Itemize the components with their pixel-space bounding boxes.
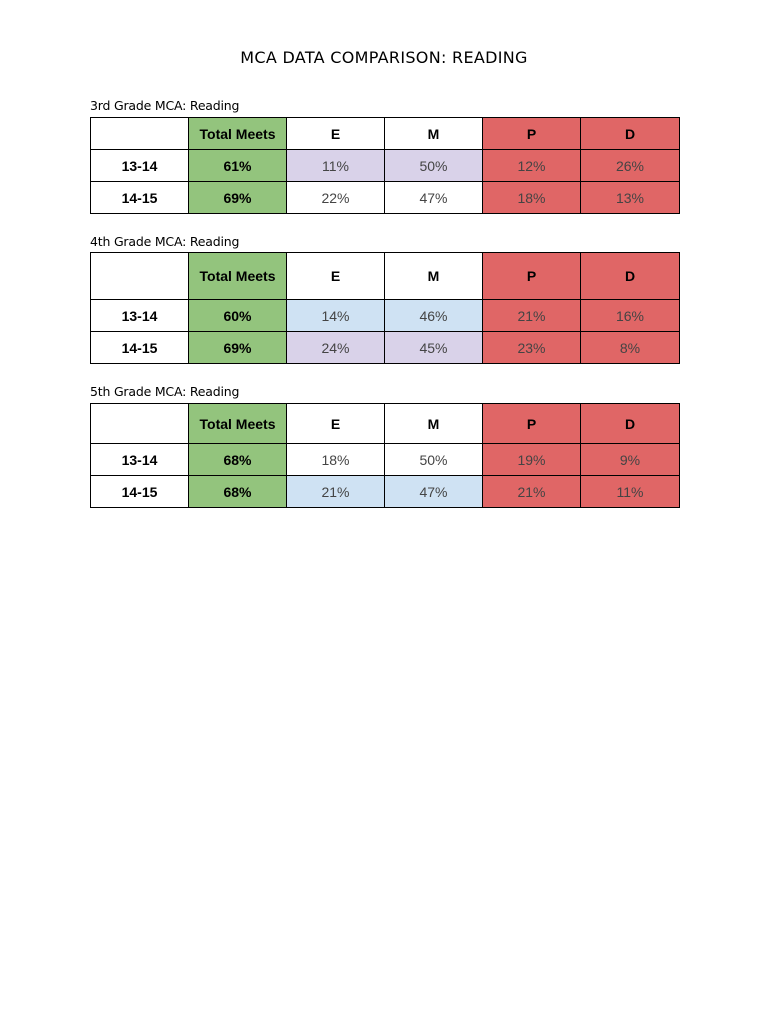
table-header-row bbox=[91, 404, 680, 444]
header-total-meets: Total Meets bbox=[189, 118, 287, 150]
year-cell: 14-15 bbox=[91, 476, 189, 508]
table-header-row bbox=[91, 253, 680, 300]
header-blank bbox=[91, 253, 189, 300]
header-total-meets: Total Meets bbox=[189, 404, 287, 444]
d-cell: 11% bbox=[581, 476, 680, 508]
e-cell: 24% bbox=[287, 332, 385, 364]
m-cell: 50% bbox=[385, 150, 483, 182]
year-cell: 13-14 bbox=[91, 150, 189, 182]
p-cell: 21% bbox=[483, 300, 581, 332]
header-blank bbox=[91, 118, 189, 150]
header-e: E bbox=[287, 404, 385, 444]
header-m: M bbox=[385, 404, 483, 444]
d-cell: 8% bbox=[581, 332, 680, 364]
table-3rd-grade bbox=[90, 117, 680, 214]
table-row bbox=[91, 182, 680, 214]
header-p: P bbox=[483, 404, 581, 444]
m-cell: 47% bbox=[385, 476, 483, 508]
m-cell: 46% bbox=[385, 300, 483, 332]
e-cell: 22% bbox=[287, 182, 385, 214]
p-cell: 12% bbox=[483, 150, 581, 182]
table-5th-grade bbox=[90, 403, 680, 508]
header-p: P bbox=[483, 253, 581, 300]
table-4th-grade bbox=[90, 252, 680, 364]
total-meets-cell: 61% bbox=[189, 150, 287, 182]
header-d: D bbox=[581, 253, 680, 300]
header-m: M bbox=[385, 253, 483, 300]
header-d: D bbox=[581, 118, 680, 150]
d-cell: 13% bbox=[581, 182, 680, 214]
table-row bbox=[91, 476, 680, 508]
section-label-5th-grade: 5th Grade MCA: Reading bbox=[90, 384, 240, 399]
total-meets-cell: 68% bbox=[189, 476, 287, 508]
total-meets-cell: 68% bbox=[189, 444, 287, 476]
p-cell: 21% bbox=[483, 476, 581, 508]
header-m: M bbox=[385, 118, 483, 150]
e-cell: 18% bbox=[287, 444, 385, 476]
d-cell: 9% bbox=[581, 444, 680, 476]
year-cell: 14-15 bbox=[91, 332, 189, 364]
e-cell: 14% bbox=[287, 300, 385, 332]
page-title: MCA DATA COMPARISON: READING bbox=[240, 48, 528, 67]
table-row bbox=[91, 300, 680, 332]
header-e: E bbox=[287, 118, 385, 150]
m-cell: 45% bbox=[385, 332, 483, 364]
table-row bbox=[91, 150, 680, 182]
section-label-4th-grade: 4th Grade MCA: Reading bbox=[90, 234, 240, 249]
header-total-meets: Total Meets bbox=[189, 253, 287, 300]
table-row bbox=[91, 332, 680, 364]
total-meets-cell: 69% bbox=[189, 182, 287, 214]
m-cell: 47% bbox=[385, 182, 483, 214]
table-header-row bbox=[91, 118, 680, 150]
total-meets-cell: 69% bbox=[189, 332, 287, 364]
m-cell: 50% bbox=[385, 444, 483, 476]
total-meets-cell: 60% bbox=[189, 300, 287, 332]
section-label-3rd-grade: 3rd Grade MCA: Reading bbox=[90, 98, 240, 113]
d-cell: 26% bbox=[581, 150, 680, 182]
e-cell: 21% bbox=[287, 476, 385, 508]
e-cell: 11% bbox=[287, 150, 385, 182]
header-p: P bbox=[483, 118, 581, 150]
header-d: D bbox=[581, 404, 680, 444]
header-blank bbox=[91, 404, 189, 444]
d-cell: 16% bbox=[581, 300, 680, 332]
table-row bbox=[91, 444, 680, 476]
p-cell: 18% bbox=[483, 182, 581, 214]
year-cell: 14-15 bbox=[91, 182, 189, 214]
p-cell: 23% bbox=[483, 332, 581, 364]
header-e: E bbox=[287, 253, 385, 300]
year-cell: 13-14 bbox=[91, 300, 189, 332]
p-cell: 19% bbox=[483, 444, 581, 476]
year-cell: 13-14 bbox=[91, 444, 189, 476]
